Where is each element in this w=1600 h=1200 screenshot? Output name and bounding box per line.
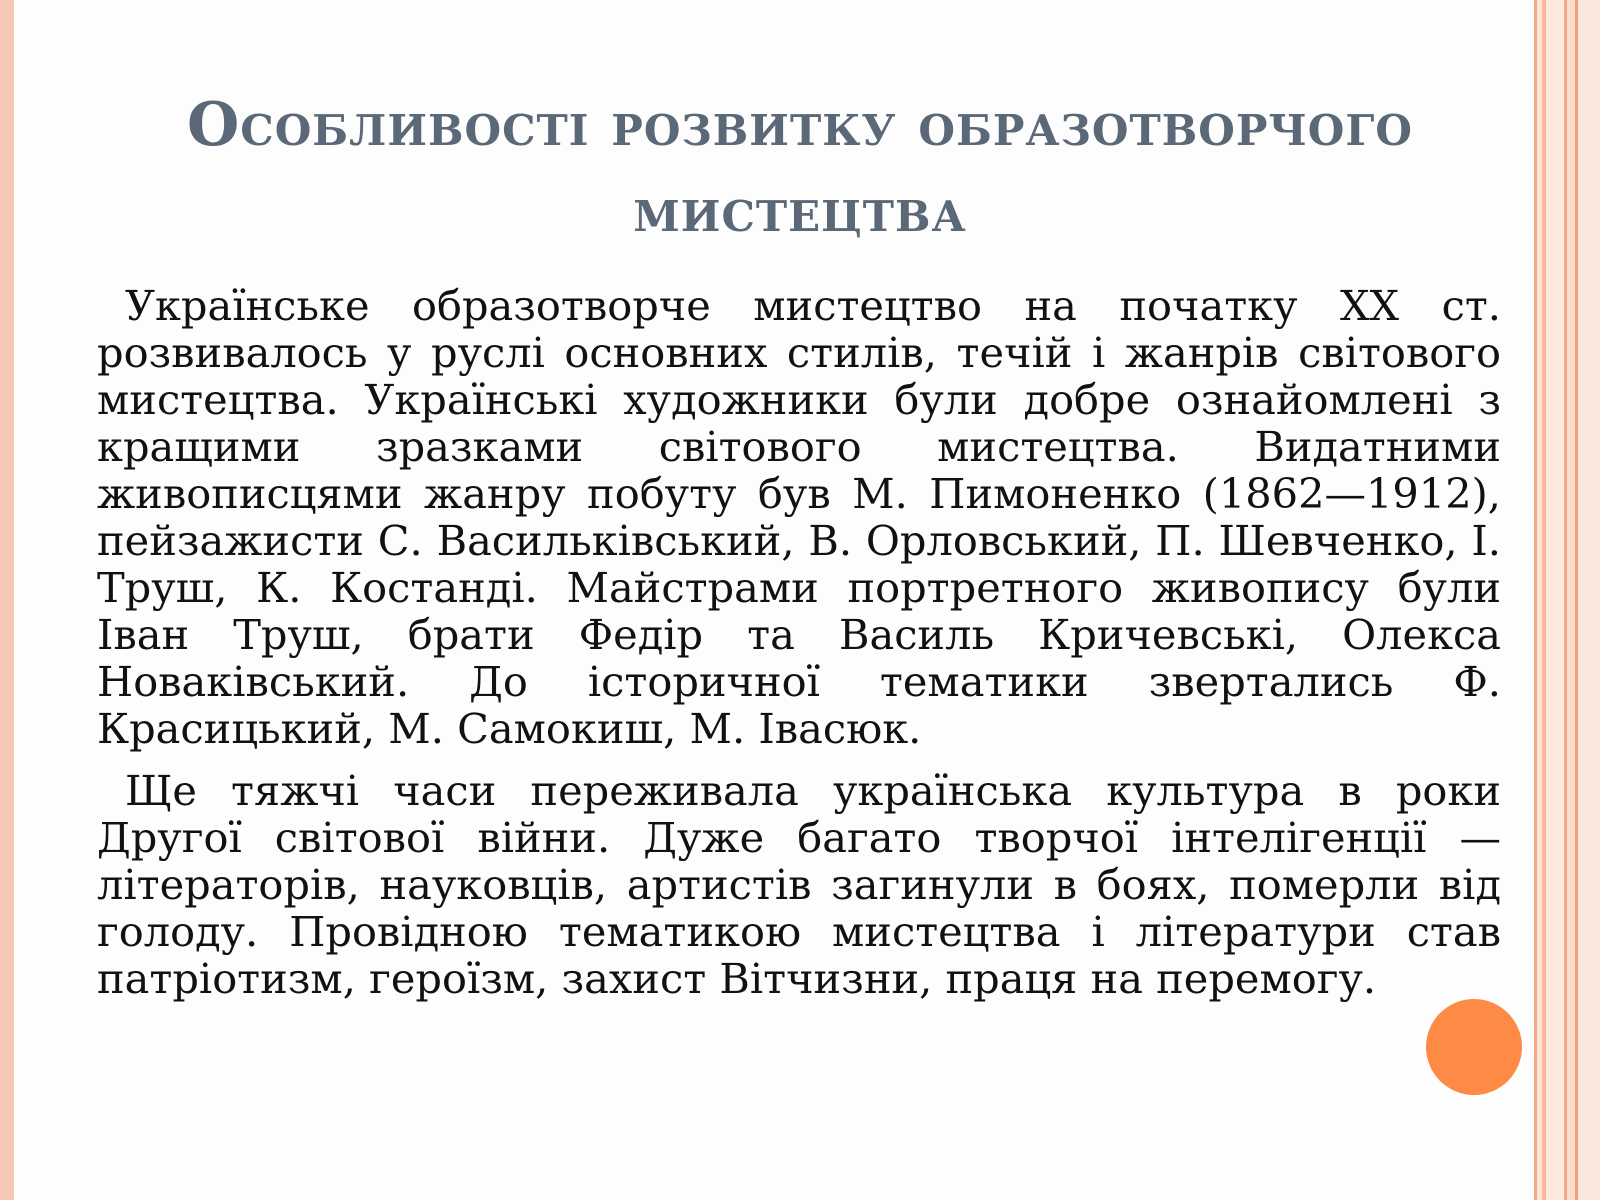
paragraph-2: Ще тяжчі часи переживала українська культура в роки Другої світової війни. Дуже багато творчої інтелігенції — літераторів, науковців, артистів загинули в боях, померли від голоду. Провідною тематикою мистецтва і літератури став патріотизм, героїзм, захист Вітчизни, праця на перемогу. (97, 766, 1501, 1003)
slide-title: Особливості розвитку образотворчого мистецтва (187, 90, 1413, 246)
paragraph-1: Українське образотворче мистецтво на початку XX ст. розвивалось у руслі основних стилів, течій і жанрів світового мистецтва. Українські художники були добре ознайомлені з кращими зразками світового мистецтва. Видатними живописцями жанру побуту був М. Пимоненко (1862—1912), пейзажисти С. Васильківський, В. Орловський, П. Шевченко, І. Труш, К. Костанді. Майстрами портретного живопису були Іван Труш, брати Федір та Василь Кричевські, Олекса Новаківський. До історичної тематики звертались Ф. Красицький, М. Самокиш, М. Івасюк. (97, 281, 1501, 753)
slide-body (97, 282, 1501, 1017)
right-border-stripes (1534, 0, 1600, 1200)
left-border-stripe (0, 0, 14, 1200)
